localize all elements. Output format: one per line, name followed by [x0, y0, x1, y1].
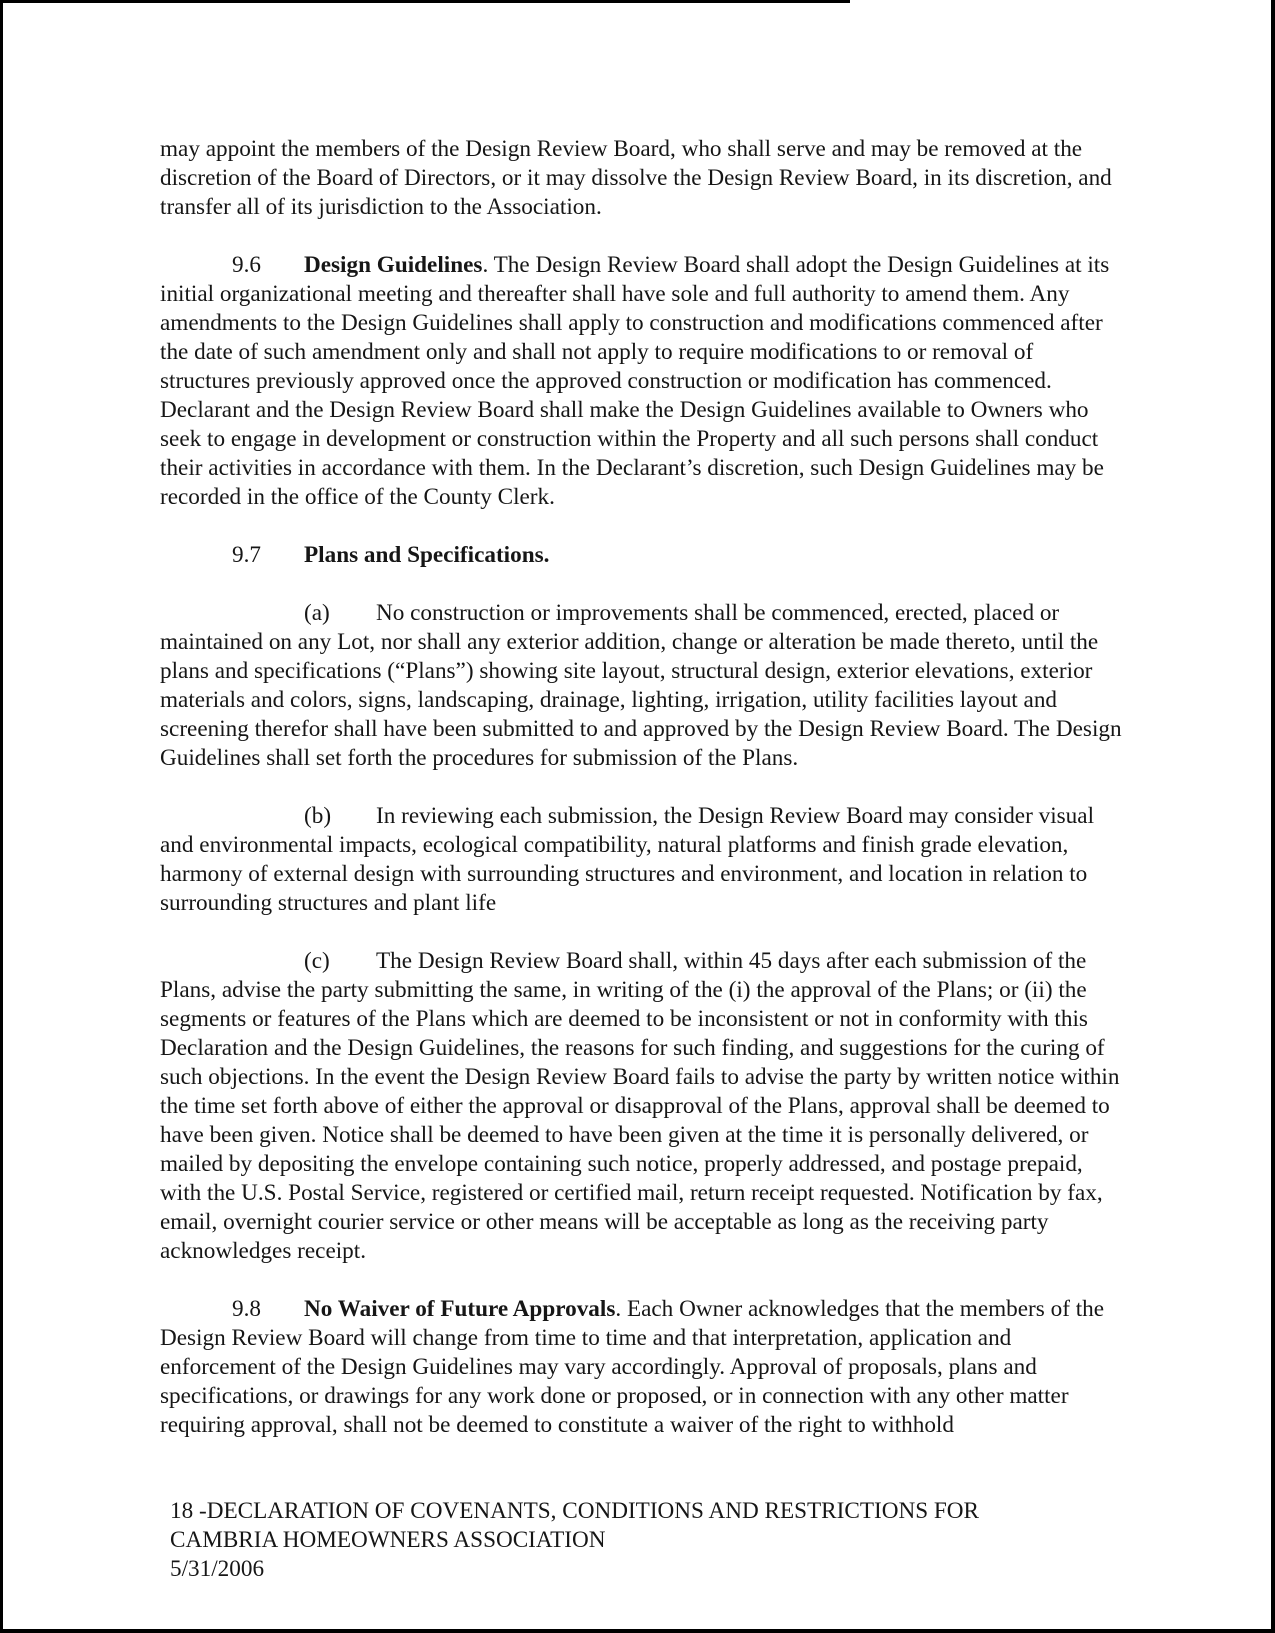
subsection-text: In reviewing each submission, the Design Review Board may consider visual and environmental impacts, ecological compatibility, natural platforms and finish grade elevation, harmony of external design with surrounding structures and environment, and location in relation to surrounding structures and plant life [160, 803, 1095, 916]
section-text: . Each Owner acknowledges that the members of the Design Review Board will change from time to time and that interpretation, application and enforcement of the Design Guidelines may vary accordingly. Approval of proposals, plans and specifications, or drawings for any work done or proposed, or in connection with any other matter requiring approval, shall not be deemed to constitute a waiver of the right to withhold [160, 1296, 1105, 1438]
section-heading: Plans and Specifications. [304, 542, 550, 568]
scan-edge-right [1271, 0, 1275, 1633]
subsection-label: (a) [304, 600, 330, 626]
section-heading: No Waiver of Future Approvals [304, 1296, 616, 1322]
section-number: 9.8 [232, 1296, 261, 1322]
document-body [160, 135, 1128, 1469]
section-number: 9.6 [232, 252, 261, 278]
section-9-6 [160, 251, 1128, 512]
scan-edge-top [0, 0, 850, 3]
page-footer [170, 1497, 1130, 1584]
subsection-a [160, 599, 1128, 773]
section-number: 9.7 [232, 542, 261, 568]
subsection-b [160, 802, 1128, 918]
section-9-7 [160, 541, 1128, 570]
subsection-label: (b) [304, 803, 332, 829]
subsection-text: No construction or improvements shall be commenced, erected, placed or maintained on any Lot, nor shall any exterior addition, change or alteration be made thereto, until the plans and specifications (“Plans”) showing site layout, structural design, exterior elevations, exterior materials and colors, signs, landscaping, drainage, lighting, irrigation, utility facilities layout and screening therefor shall have been submitted to and approved by the Design Review Board. The Design Guidelines shall set forth the procedures for submission of the Plans. [160, 600, 1122, 771]
section-heading: Design Guidelines [304, 252, 483, 278]
section-9-8 [160, 1295, 1128, 1440]
scan-edge-bottom [0, 1629, 1275, 1633]
section-text: . The Design Review Board shall adopt the Design Guidelines at its initial organizational meeting and thereafter shall have sole and full authority to amend them. Any amendments to the Design Guidelines shall apply to construction and modifications commenced after the date of such amendment only and shall not apply to require modifications to or removal of structures previously approved once the approved construction or modification has commenced. Declarant and the Design Review Board shall make the Design Guidelines available to Owners who seek to engage in development or construction within the Property and all such persons shall conduct their activities in accordance with them. In the Declarant’s discretion, such Design Guidelines may be recorded in the office of the County Clerk. [160, 252, 1110, 510]
subsection-text: The Design Review Board shall, within 45 days after each submission of the Plans, advise the party submitting the same, in writing of the (i) the approval of the Plans; or (ii) the segments or features of the Plans which are deemed to be inconsistent or not in conformity with this Declaration and the Design Guidelines, the reasons for such finding, and suggestions for the curing of such objections. In the event the Design Review Board fails to advise the party by written notice within the time set forth above of either the approval or disapproval of the Plans, approval shall be deemed to have been given. Notice shall be deemed to have been given at the time it is personally delivered, or mailed by depositing the envelope containing such notice, properly addressed, and postage prepaid, with the U.S. Postal Service, registered or certified mail, return receipt requested. Notification by fax, email, overnight courier service or other means will be acceptable as long as the receiving party acknowledges receipt. [160, 948, 1120, 1264]
subsection-label: (c) [304, 948, 330, 974]
scan-edge-left [0, 0, 3, 1633]
footer-title-line-2: CAMBRIA HOMEOWNERS ASSOCIATION [170, 1527, 606, 1553]
subsection-c [160, 947, 1128, 1266]
paragraph-continuation: may appoint the members of the Design Review Board, who shall serve and may be removed at the discretion of the Board of Directors, or it may dissolve the Design Review Board, in its discretion, and transfer all of its jurisdiction to the Association. [160, 136, 1112, 220]
footer-title-line-1: 18 -DECLARATION OF COVENANTS, CONDITIONS AND RESTRICTIONS FOR [170, 1498, 980, 1524]
footer-date: 5/31/2006 [170, 1556, 265, 1582]
